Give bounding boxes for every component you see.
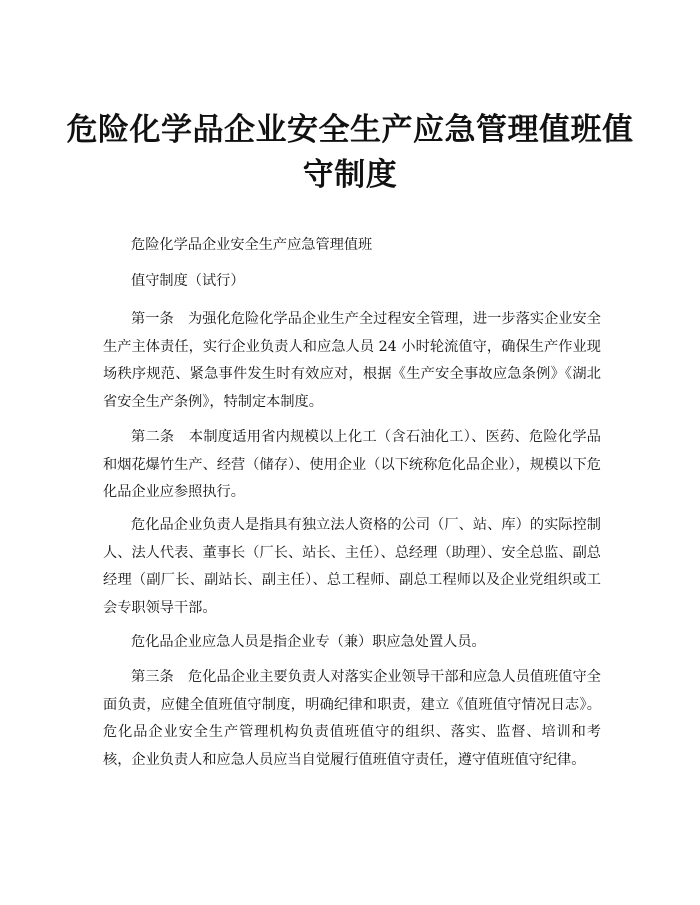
- paragraph-article-2: 第二条 本制度适用省内规模以上化工（含石油化工）、医药、危险化学品和烟花爆竹生产、经营（储存）、使用企业（以下统称危化品企业），规模以下危化品企业应参照执行。: [103, 429, 601, 500]
- paragraph-subtitle-line-1: 危险化学品企业安全生产应急管理值班: [131, 237, 373, 253]
- paragraph-article-1: 第一条 为强化危险化学品企业生产全过程安全管理，进一步落实企业安全生产主体责任，实行企业负责人和应急人员 24 小时轮流值守，确保生产作业现场秩序规范、紧急事件发生时有效应对，根据《生产安全事故应急条例》《湖北省安全生产条例》，特制定本制度。: [103, 311, 601, 410]
- paragraph-definition-emergency-staff: 危化品企业应急人员是指企业专（兼）职应急处置人员。: [131, 634, 486, 650]
- document-title: 危险化学品企业安全生产应急管理值班值守制度: [66, 112, 634, 193]
- paragraph-article-3: 第三条 危化品企业主要负责人对落实企业领导干部和应急人员值班值守全面负责，应健全值班值守制度，明确纪律和职责，建立《值班值守情况日志》。危化品企业安全生产管理机构负责值班值守的组织、落实、监督、培训和考 核，企业负责人和应急人员应当自觉履行值班值守责任，遵守值班值守纪律。: [103, 669, 601, 768]
- paragraph-subtitle-line-2: 值守制度（试行）: [131, 273, 245, 289]
- paragraph-definition-leaders: 危化品企业负责人是指具有独立法人资格的公司（厂、站、库）的实际控制人、法人代表、董事长（厂长、站长、主任）、总经理（助理）、安全总监、副总经理（副厂长、副站长、副主任）、总工程师、副总工程师以及企业党组织或工会专职领导干部。: [103, 517, 601, 616]
